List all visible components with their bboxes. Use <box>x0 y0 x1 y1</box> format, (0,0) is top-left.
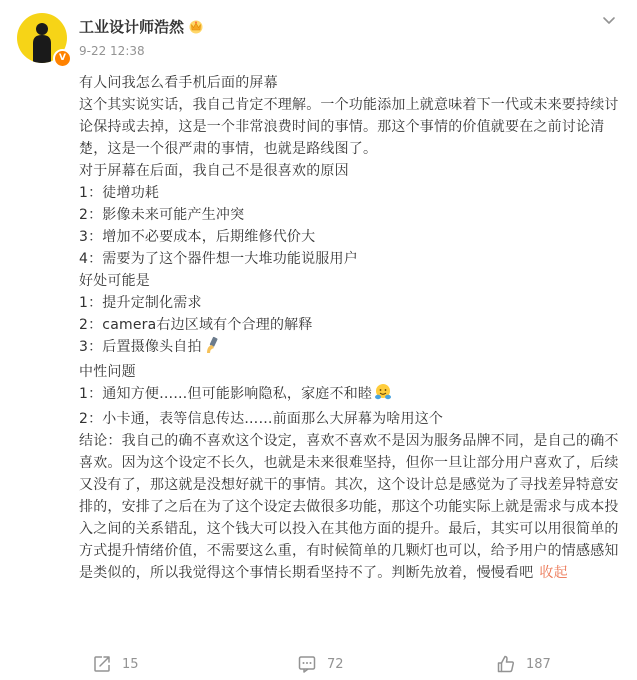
crown-badge-icon[interactable] <box>188 18 204 38</box>
comment-icon <box>297 654 317 674</box>
collapse-link[interactable]: 收起 <box>539 565 568 581</box>
post-paragraph: 4：需要为了这个器件想一大堆功能说服用户 <box>79 251 358 267</box>
post-paragraph: 2：影像未来可能产生冲突 <box>79 207 245 223</box>
post-paragraph: 1：徒增功耗 <box>79 185 160 201</box>
action-bar <box>0 650 637 678</box>
post-paragraph: 2：camera右边区域有个合理的解释 <box>79 317 313 333</box>
post-paragraph: 1：提升定制化需求 <box>79 295 202 311</box>
post-paragraph: 这个其实说实话，我自己肯定不理解。一个功能添加上就意味着下一代或未来要持续讨论保持或去掉，这是一个非常浪费时间的事情。那这个事情的价值就要在之前讨论清楚，这是一个很严肃的事情，也就是路线图了。 <box>79 97 619 157</box>
post-paragraph: 3：增加不必要成本，后期维修代价大 <box>79 229 316 245</box>
post-paragraph: 3：后置摄像头自拍 <box>79 339 202 355</box>
like-button[interactable] <box>496 650 551 678</box>
like-count: 187 <box>526 656 551 672</box>
hug-emoji-icon <box>374 383 392 408</box>
comment-button[interactable] <box>297 650 344 678</box>
post-timestamp[interactable]: 9-22 12:38 <box>79 44 145 58</box>
like-icon <box>496 654 516 674</box>
author-name[interactable]: 工业设计师浩然 <box>79 18 185 36</box>
author-row <box>79 16 204 38</box>
post-paragraph-with-emoji <box>79 336 627 361</box>
post-paragraph: 2：小卡通，表等信息传达……前面那么大屏幕为啥用这个 <box>79 411 444 427</box>
post-content <box>79 72 627 584</box>
repost-count: 15 <box>122 656 139 672</box>
post-paragraph: 结论：我自己的确不喜欢这个设定，喜欢不喜欢不是因为服务品牌不同，是自己的确不喜欢。因为这个设定不长久，也就是未来很难坚持，但你一旦让部分用户喜欢了，后续又没有了，那这就是没想好就干的事情。其次，这个设计总是感觉为了寻找差异特意安排的，安排了之后在为了这个设定去做很多功能，那这个功能实际上就是需求与成本投入之间的关系错乱，这个钱大可以投入在其他方面的提升。最后，其实可以用很简单的方式提升情绪价值，不需要这么重，有时候简单的几颗灯也可以，给予用户的情感感知是类似的，所以我觉得这个事情长期看坚持不了。判断先放着，慢慢看吧 <box>79 433 619 581</box>
post-paragraph: 1：通知方便……但可能影响隐私，家庭不和睦 <box>79 386 373 402</box>
post-paragraph-with-emoji <box>79 383 627 408</box>
post-paragraph: 对于屏幕在后面，我自己不是很喜欢的原因 <box>79 163 349 179</box>
comment-count: 72 <box>327 656 344 672</box>
repost-button[interactable] <box>92 650 139 678</box>
verified-badge-icon: V <box>53 49 72 68</box>
post-conclusion <box>79 430 627 584</box>
post-paragraph: 有人问我怎么看手机后面的屏幕 <box>79 75 278 91</box>
selfie-emoji-icon <box>204 336 222 361</box>
repost-icon <box>92 654 112 674</box>
chevron-down-icon[interactable] <box>599 10 619 30</box>
post-paragraph: 中性问题 <box>79 364 136 380</box>
post-paragraph: 好处可能是 <box>79 273 150 289</box>
